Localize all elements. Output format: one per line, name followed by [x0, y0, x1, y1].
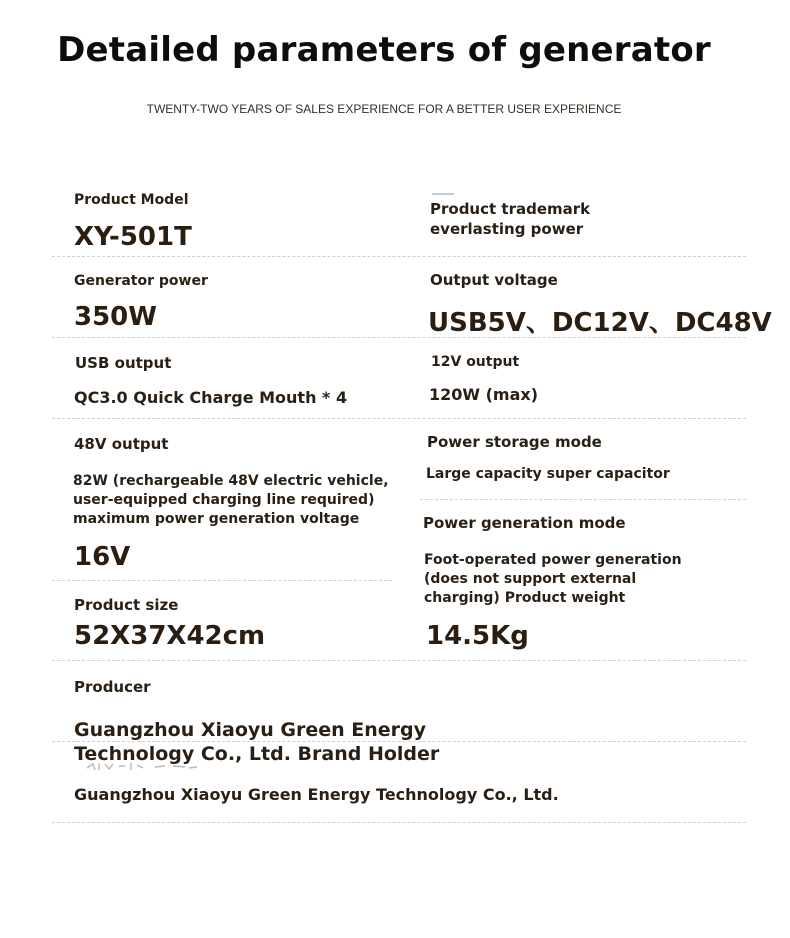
output-48v-value-line: 82W (rechargeable 48V electric vehicle, [73, 473, 389, 489]
generator-power-label: Generator power [74, 273, 208, 289]
row-divider [52, 660, 746, 661]
producer-value-line: Technology Co., Ltd. [74, 743, 291, 765]
output-12v-value: 120W (max) [429, 385, 539, 404]
product-size-value: 52X37X42cm [74, 621, 266, 651]
power-storage-mode-label: Power storage mode [427, 433, 602, 451]
output-voltage-value: USB5V、DC12V、DC48V [428, 308, 772, 338]
product-model-label: Product Model [74, 192, 189, 208]
row-divider [52, 256, 746, 257]
product-trademark-value: everlasting power [430, 220, 584, 238]
output-48v-value-line: user-equipped charging line required) [73, 492, 375, 508]
producer-value [74, 718, 594, 766]
product-model-value: XY-501T [74, 222, 192, 252]
output-48v-value [73, 472, 393, 529]
output-voltage-label: Output voltage [430, 271, 558, 289]
product-size-label: Product size [74, 596, 179, 614]
power-storage-mode-value: Large capacity super capacitor [426, 466, 670, 482]
brand-holder-label: Brand Holder [297, 743, 440, 765]
row-divider [52, 337, 746, 338]
row-divider [420, 499, 746, 500]
product-weight-label: Product weight [504, 590, 626, 606]
row-divider [52, 580, 392, 581]
usb-output-label: USB output [75, 354, 172, 372]
product-trademark-label: Product trademark [430, 200, 591, 218]
row-divider [52, 822, 746, 823]
decorative-mark [432, 193, 454, 195]
power-generation-mode-value-line: charging) [424, 590, 500, 606]
power-generation-mode-label: Power generation mode [423, 514, 626, 532]
max-voltage-value: 16V [74, 542, 131, 572]
usb-output-value: QC3.0 Quick Charge Mouth * 4 [74, 388, 348, 407]
brand-holder-value: Guangzhou Xiaoyu Green Energy Technology Co., Ltd. [74, 785, 559, 804]
max-voltage-label: maximum power generation voltage [73, 511, 360, 527]
row-divider [52, 418, 746, 419]
power-generation-mode-value-line: Foot-operated power generation [424, 552, 682, 568]
power-generation-mode-value [424, 551, 724, 608]
scribble-mark [85, 760, 200, 772]
producer-value-line: Guangzhou Xiaoyu Green Energy [74, 719, 427, 741]
producer-label: Producer [74, 678, 151, 696]
product-weight-value: 14.5Kg [426, 621, 529, 651]
row-divider [52, 741, 746, 742]
power-generation-mode-value-line: (does not support external [424, 571, 637, 587]
generator-power-value: 350W [74, 302, 157, 332]
output-48v-label: 48V output [74, 435, 169, 453]
page-title: Detailed parameters of generator [57, 30, 711, 70]
output-12v-label: 12V output [431, 354, 520, 370]
page-subtitle: TWENTY-TWO YEARS OF SALES EXPERIENCE FOR A BETTER USER EXPERIENCE [146, 102, 622, 116]
